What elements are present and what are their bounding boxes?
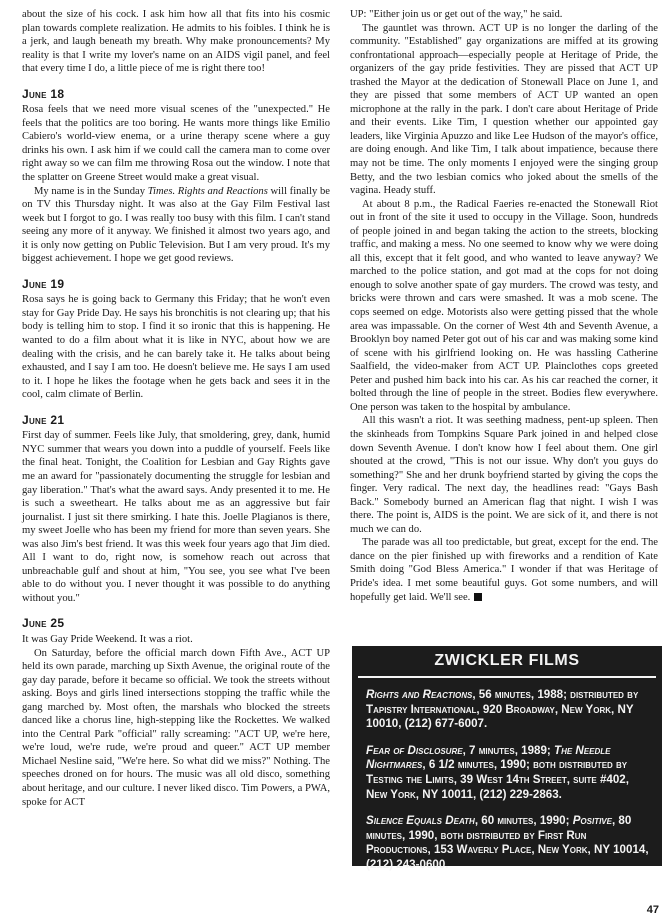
paragraph: At about 8 p.m., the Radical Faeries re-enacted the Stonewall Riot out in front of the site it used to occupy in the Village. Soon, hundreds of people joined in and began taking the action to the streets, blocking traffic, and making a mess. No one seemed to know why we were doing all this, except that it felt good, and who wanted to leave anyway? We marched to the police station, and got mad at the cops for not doing enough to solve another spate of gay murders. The crowd was testy, and bricks were thrown and cars were smashed. It was a mob scene. The cops seemed on edge. Motorists also were getting pissed that the whole area was impassable. On the corner of West 4th and Seventh Avenue, a Brooklyn boy named Peter got out of his car and was making some kind of scene with his girlfriend looking on. He was hassling Catherine Saalfield, the video-maker from ACT UP. Plainclothes cops greeted Peter and pushed him back into his car. As his car reached the corner, it bolted through the line of people in the street. Bodies flew everywhere. One person was taken to the hospital by ambulance. [350,198,658,413]
text-span: The parade was all too predictable, but great, except for the end. The dance on the pier finished up with fireworks and a rendition of Kate Smith doing "God Bless America." I wonder if that was Heritage of Pride's idea. I met some beautiful guys. Got some numbers, and will hopefully get laid. We'll see. [350,537,658,603]
film-details: , 60 minutes, 1990; [474,814,573,828]
paragraph [22,185,330,266]
paragraph [350,536,658,604]
entry-date-june-19: June 19 [22,276,65,291]
title-italic: Times. Rights and Reactions [147,185,268,197]
film-title: Positive [572,814,612,828]
film-details: , 80 minutes, 1990, both distributed by First Run Productions, 153 Waverly Place, New York, NY 10014, (212) 243-0600. [366,814,649,871]
filmography-sidebar [352,646,662,871]
paragraph: about the size of his cock. I ask him how all that fits into his cosmic plan towards complete realization. He admits to his foibles. I think he is a jerk, and laugh beneath my breath. Why make pronouncements? My reality is that I write my lover's name on an AIDS vigil panel, and feel that every time I do, a little piece of me is right there too! [22,9,330,75]
sidebar-title: ZWICKLER FILMS [434,652,580,669]
paragraph: UP: "Either join us or get out of the way," he said. [350,9,563,20]
paragraph: Rosa says he is going back to Germany this Friday; that he won't even stay for Gay Pride Day. He says his bronchitis is not clearing up; that his body is telling him to stop. I find it so ironic that this is happening. He wanted to do a film about what it is like in NYC, about how we are dealing with the crisis, and he can barely take it. He talks about being exhausted, and I say I am too. He doesn't believe me. He says I am used to it. I hope he likes the footage when he gets back and sees it in the cool, calm climate of Berlin. [22,294,330,401]
entry-date-june-21: June 21 [22,412,65,427]
left-column [22,8,330,809]
film-entry [366,814,650,872]
film-title: Fear of Disclosure [366,743,463,757]
paragraph: First day of summer. Feels like July, that smoldering, grey, dank, humid NYC summer that wears you down into a puddle of yourself. Feels like the final heat. Tonight, the Coalition for Lesbian and Gay Rights gave me an award for "passionately documenting the struggle for lesbian and gay liberation." That's what the award says. Andy presented it to me. He is such a sweetheart. He talks about me as an aggressive but fair journalist. I just sit there smirking. I hate this. Joelle Plagianos is there, my sweet Joelle who has been my friend for more than seven years. She was also Jim's best friend. It was this week four years ago that Jim died. All I want to do, right now, is somehow reach out across that unbreachable gulf and shout at him, "You see, you see what I've been able to do without you. I never thought it was possible to do anything without you." [22,430,330,604]
film-entry [366,744,650,802]
text-span: will finally be on TV this Thursday night. It was also at the Gay Film Festival last week but I forgot to go. I was really too busy with this film. I can't stand seeing any more of it anyway. We finished it almost two years ago, and it is only now getting on Public Television. But I am very proud. It's my biggest achievement. I hope we get good reviews. [22,185,331,265]
page-number: 47 [646,904,659,916]
film-details: , 6 1/2 minutes, 1990; both distributed by Testing the Limits, 39 West 14th Street, suite #402, New York, NY 10011, (212) 229-2863. [366,758,629,801]
film-title: Silence Equals Death [366,814,475,828]
paragraph: Rosa feels that we need more visual scenes of the "unexpected." He feels that the politics are too boring. He wants more things like Emilio Cabiero's world-view enema, or a urine therapy scene where a guy drinks his own. I ask him if we could call the camera man to come over right away so we can film me throwing Rosa out the window. I note that the splatter on Greene Street would make a great visual. [22,104,330,184]
paragraph: All this wasn't a riot. It was seething madness, pent-up spleen. Then the skinheads from Tompkins Square Park joined in and helped close down Seventh Avenue. I don't know how I feel about them. One girl shouted at the crowd, "This is not our issue. Why don't you guys do something?" She and her drunk boyfriend started by giving the cops the finger. Very radical. The next day, the headlines read: "Gays Bash Back." Somebody burned an American flag that night. I wish I was there. The point is, AIDS is the point. We are sick of it, and there is not much we can do. [350,415,658,535]
paragraph: The gauntlet was thrown. ACT UP is no longer the darling of the community. "Established" gay organizations are miffed at its growing confrontational approach—especially people at Heritage of Pride, the organizers of the gay pride festivities. They are pissed that ACT UP trashed the Mayor at the dedication of Stonewall Place on June 1, and they are pissed that some members of ACT UP wanted an open microphone at the rally in the park. I don't care about Heritage of Pride and their events. Like Tim, I question whether our appointed gay leaders, like Virginia Apuzzo and like Lee Hudson of the mayor's office, are doing enough. And like Tim, I talk about impatience, because there may not be time. The only moments I enjoyed were the singing group Betty, and the two lesbian comics who joked about the smells of the vagina. Heady stuff. [350,22,658,197]
paragraph: It was Gay Pride Weekend. It was a riot. [22,633,193,645]
right-column [350,8,658,604]
entry-date-june-25: June 25 [22,616,65,631]
text-span: My name is in the Sunday [34,185,148,197]
sidebar-body [352,678,662,873]
entry-date-june-18: June 18 [22,86,65,101]
film-entry [366,688,650,732]
film-title: The Needle Nightmares [366,743,611,772]
film-details: , 56 minutes, 1988; distributed by Tapistry International, 920 Broadway, New York, NY 10010, (212) 677-6007. [366,688,639,731]
paragraph: On Saturday, before the official march down Fifth Ave., ACT UP held its own parade, marching up Sixth Avenue, the original route of the gay day parade, before it became so official. We took the streets without asking. Boys and girls lined intersections stopping the traffic while the gang marched by. Most often, the marshals who blocked the streets danced like a chorus line, high-stepping like the Rockettes. We walked into the Central Park "official" rally screaming: "ACT UP, we're here, we're loud, we're rude, we're proud and queer." ACT UP member Michael Nesline said, "We're here. So what did we miss?" Nothing. The speeches droned on for hours. The music was all old disco, something about heritage, and our culture. I never liked disco. Tim Powers, a PWA, spoke for ACT [22,647,330,808]
end-mark-icon [474,593,482,601]
film-details: , 7 minutes, 1989; [462,743,555,757]
film-title: Rights and Reactions [366,688,473,701]
